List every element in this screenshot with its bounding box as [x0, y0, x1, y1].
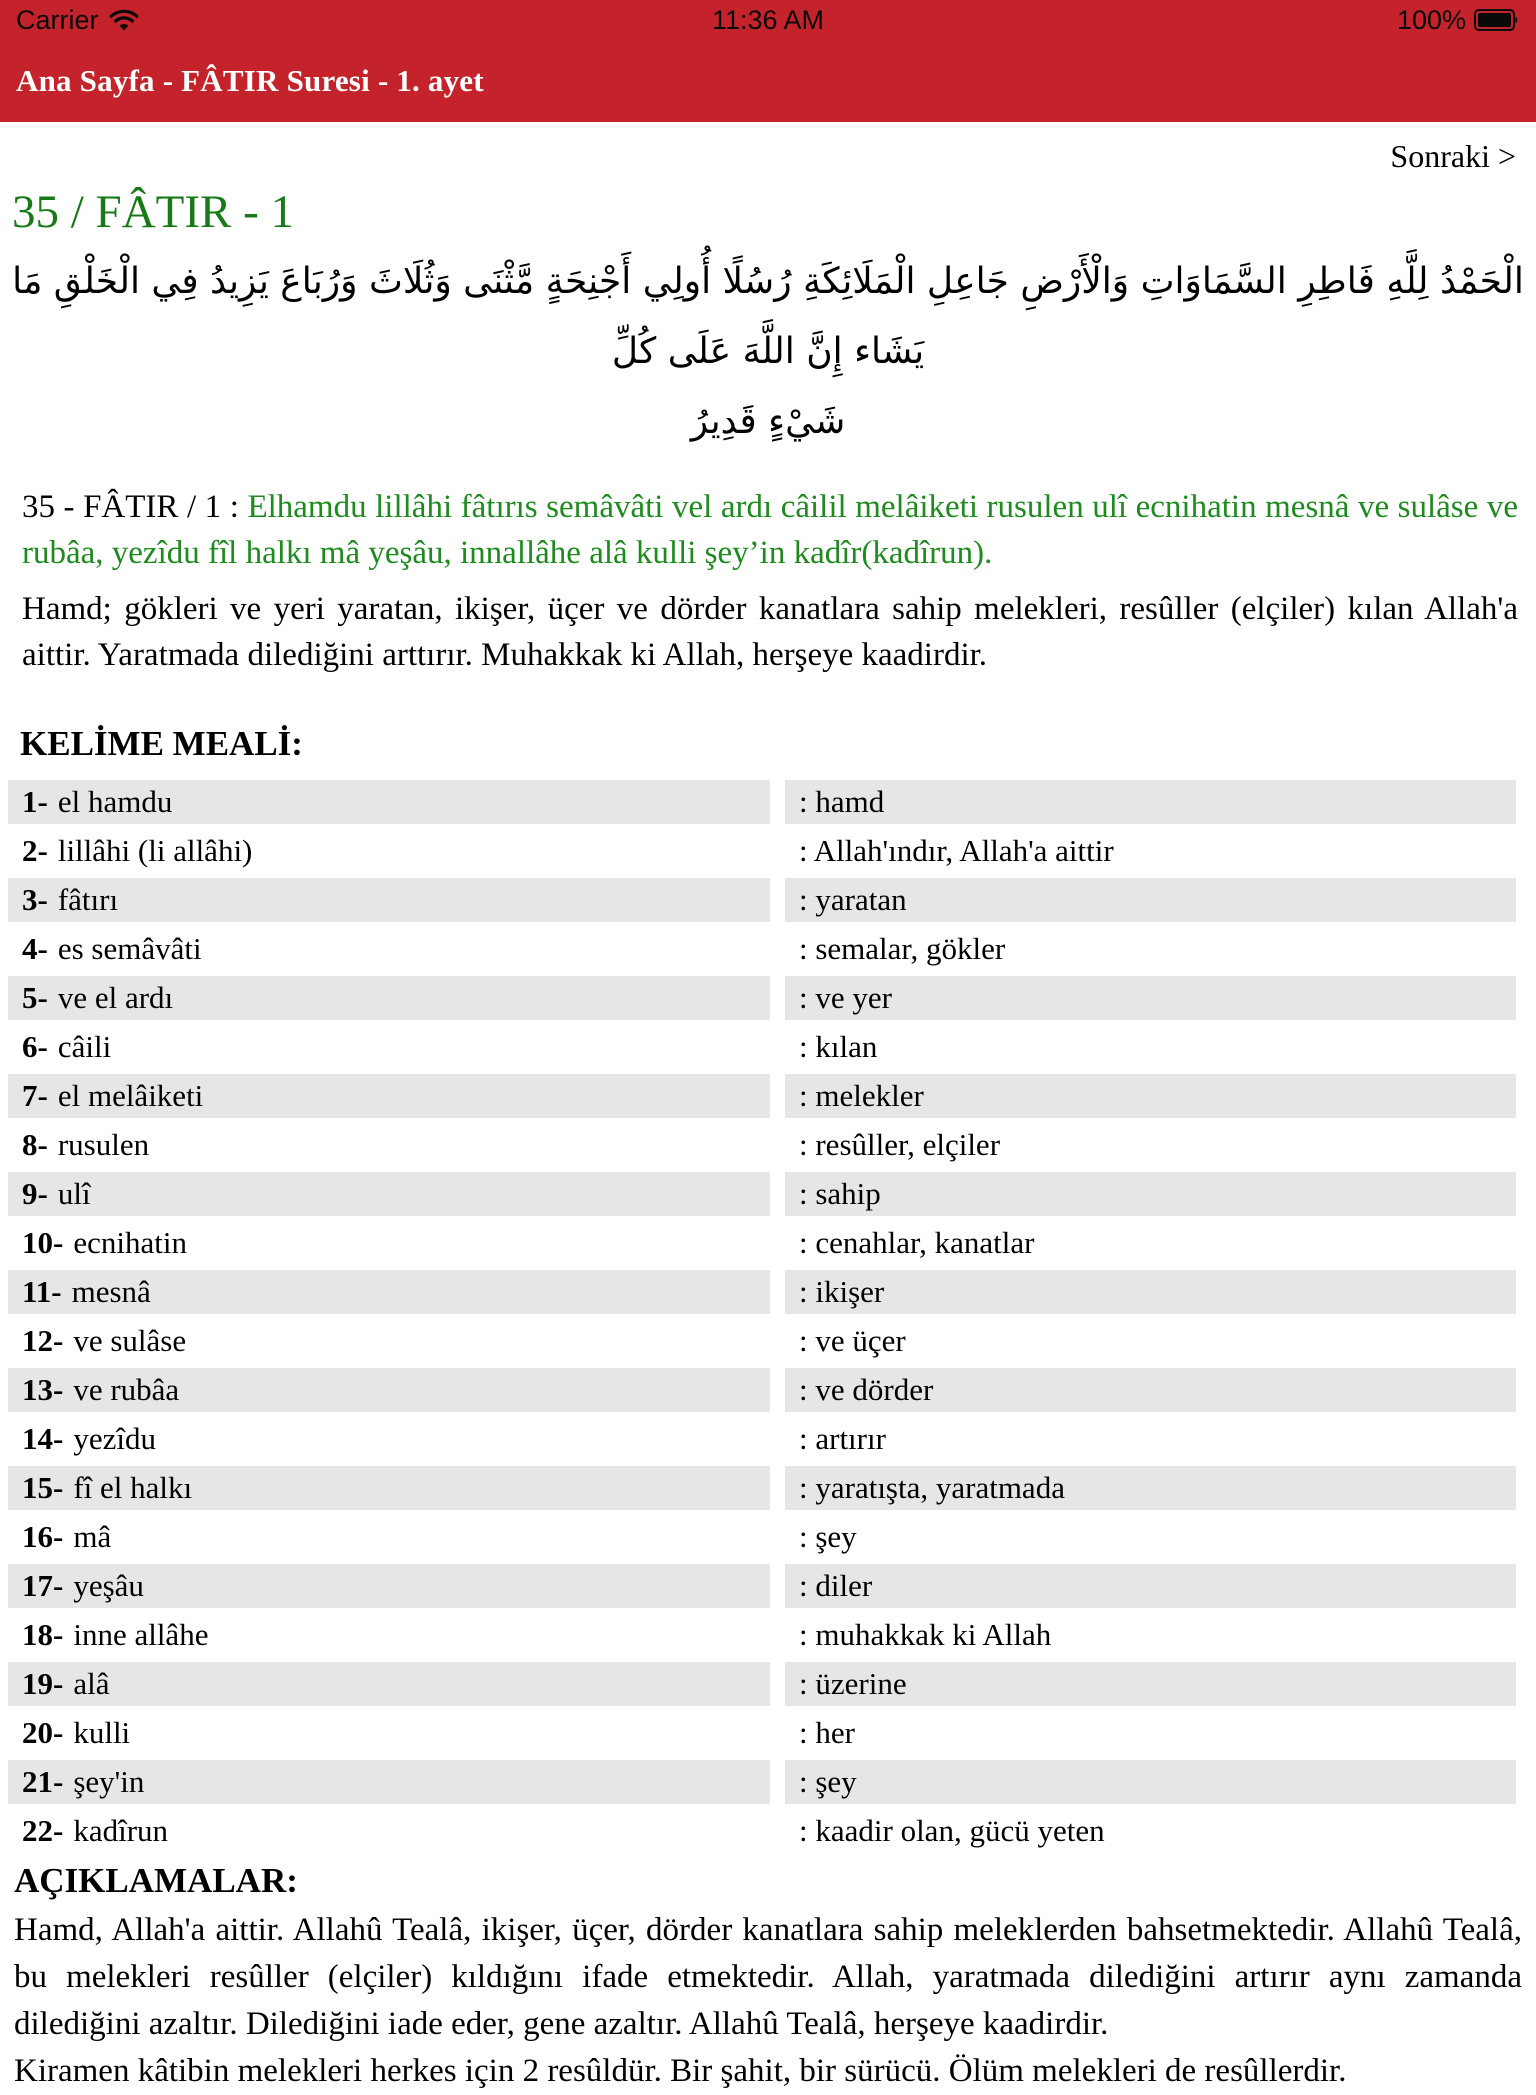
meaning-cell: : hamd [785, 780, 1516, 824]
word-cell [8, 1221, 770, 1265]
word-cell [8, 780, 770, 824]
word-number: 22- [22, 1813, 64, 1849]
word-number: 5- [22, 980, 48, 1016]
word-number: 7- [22, 1078, 48, 1114]
word-text: inne allâhe [73, 1617, 209, 1653]
meaning-cell: : diler [785, 1564, 1516, 1608]
battery-percent: 100% [1396, 4, 1466, 35]
word-number: 13- [22, 1372, 64, 1408]
word-meaning-row [8, 1417, 1516, 1461]
word-text: alâ [73, 1666, 110, 1702]
nav-row [0, 122, 1536, 175]
word-text: ulî [57, 1176, 91, 1212]
word-cell [8, 1417, 770, 1461]
word-meaning-heading: KELİME MEALİ: [20, 724, 303, 764]
word-cell [8, 1711, 770, 1755]
word-cell [8, 1809, 770, 1853]
meaning-cell: : sahip [785, 1172, 1516, 1216]
word-number: 20- [22, 1715, 64, 1751]
meaning-cell: : her [799, 1715, 855, 1751]
word-meaning-row [8, 1221, 1516, 1265]
word-meaning-row [8, 780, 1516, 824]
meaning-cell: : yaratan [785, 878, 1516, 922]
word-text: el melâiketi [57, 1078, 204, 1114]
word-cell [8, 1662, 770, 1706]
word-meaning-row [8, 1074, 1516, 1118]
word-text: şey'in [73, 1764, 145, 1800]
word-meaning-row [8, 1466, 1516, 1510]
word-text: fî el halkı [73, 1470, 193, 1506]
meaning-cell: : ve yer [785, 976, 1516, 1020]
transliteration-paragraph [22, 484, 1518, 576]
word-cell [8, 1613, 770, 1657]
arabic-verse-text [12, 247, 1524, 458]
meaning-cell: : cenahlar, kanatlar [799, 1225, 1035, 1261]
meaning-cell: : ve dörder [785, 1368, 1516, 1412]
word-cell [8, 927, 770, 971]
word-text: kulli [73, 1715, 131, 1751]
main-content [0, 122, 1536, 2095]
word-text: mâ [73, 1519, 112, 1555]
meaning-cell: : artırır [799, 1421, 886, 1457]
turkish-translation: Hamd; gökleri ve yeri yaratan, ikişer, üçer ve dörder kanatlara sahip melekleri, resûller (elçiler) kılan Allah'a aittir. Yaratmada dilediğini arttırır. Muhakkak ki Allah, herşeye kaadirdir. [22, 590, 1518, 674]
word-text: el hamdu [57, 784, 173, 820]
arabic-line-2: شَيْءٍ قَدِيرُ [690, 401, 846, 443]
word-number: 15- [22, 1470, 64, 1506]
meaning-cell: : üzerine [785, 1662, 1516, 1706]
word-number: 4- [22, 931, 48, 967]
word-number: 8- [22, 1127, 48, 1163]
word-text: ecnihatin [73, 1225, 187, 1261]
next-verse-link[interactable]: Sonraki > [1390, 138, 1516, 174]
word-number: 1- [22, 784, 48, 820]
word-meaning-table [8, 780, 1516, 1853]
word-meaning-row [8, 1270, 1516, 1314]
word-number: 21- [22, 1764, 64, 1800]
battery-full-icon [1474, 8, 1520, 32]
wifi-icon [107, 7, 141, 33]
word-cell [8, 1270, 770, 1314]
word-meaning-row [8, 1123, 1516, 1167]
word-text: mesnâ [71, 1274, 151, 1310]
app-header [0, 40, 1536, 122]
word-meaning-row [8, 1760, 1516, 1804]
meaning-cell: : muhakkak ki Allah [799, 1617, 1052, 1653]
surah-verse-heading: 35 / FÂTIR - 1 [12, 186, 294, 238]
transliteration-text: Elhamdu lillâhi fâtırıs semâvâti vel ardı câilil melâiketi rusulen ulî ecnihatin mesnâ ve sulâse ve rubâa, yezîdu fîl halkı mâ yeşâu, innallâhe alâ kulli şey’in kadîr(kadîrun). [22, 488, 1518, 571]
word-number: 16- [22, 1519, 64, 1555]
word-text: rusulen [57, 1127, 150, 1163]
meaning-cell: : resûller, elçiler [799, 1127, 1001, 1163]
word-text: kadîrun [73, 1813, 169, 1849]
word-cell [8, 1564, 770, 1608]
word-meaning-row [8, 1025, 1516, 1069]
word-number: 9- [22, 1176, 48, 1212]
arabic-line-1: الْحَمْدُ لِلَّهِ فَاطِرِ السَّمَاوَاتِ وَالْأَرْضِ جَاعِلِ الْمَلَائِكَةِ رُسُلًا أُولِي أَجْنِحَةٍ مَّثْنَى وَثُلَاثَ وَرُبَاعَ يَزِيدُ فِي الْخَلْقِ مَا يَشَاء إِنَّ اللَّهَ عَلَى كُلِّ [12, 261, 1524, 373]
word-text: ve sulâse [73, 1323, 187, 1359]
word-meaning-row [8, 1319, 1516, 1363]
meaning-cell: : şey [799, 1519, 857, 1555]
word-meaning-row [8, 1515, 1516, 1559]
word-meaning-row [8, 927, 1516, 971]
word-cell [8, 976, 770, 1020]
word-number: 18- [22, 1617, 64, 1653]
meaning-cell: : Allah'ındır, Allah'a aittir [799, 833, 1114, 869]
word-number: 14- [22, 1421, 64, 1457]
word-number: 2- [22, 833, 48, 869]
word-cell [8, 1466, 770, 1510]
word-meaning-row [8, 1809, 1516, 1853]
word-number: 6- [22, 1029, 48, 1065]
explanation-paragraph: Hamd, Allah'a aittir. Allahû Tealâ, ikişer, üçer, dörder kanatlara sahip meleklerden bahsetmektedir. Allahû Tealâ, bu melekleri resûller (elçiler) kıldığını ifade etmektedir. Allah, yaratmada dilediğini artırır aynı zamanda dilediğini azaltır. Dilediğini iade eder, gene azaltır. Allahû Tealâ, herşeye kaadirdir. [14, 1912, 1522, 2043]
meaning-cell: : yaratışta, yaratmada [785, 1466, 1516, 1510]
word-number: 11- [22, 1274, 62, 1310]
meaning-cell: : şey [785, 1760, 1516, 1804]
word-meaning-row [8, 1564, 1516, 1608]
explanations-heading: AÇIKLAMALAR: [14, 1861, 298, 1901]
explanation-paragraph: Kiramen kâtibin melekleri herkes için 2 resûldür. Bir şahit, bir sürücü. Ölüm melekleri de resûllerdir. [14, 2052, 1347, 2089]
word-text: es semâvâti [57, 931, 202, 967]
meaning-cell: : ve üçer [799, 1323, 906, 1359]
word-cell [8, 1368, 770, 1412]
meaning-cell: : ikişer [785, 1270, 1516, 1314]
word-text: ve el ardı [57, 980, 174, 1016]
word-cell [8, 829, 770, 873]
word-cell [8, 1025, 770, 1069]
status-bar [0, 0, 1536, 40]
word-meaning-row [8, 829, 1516, 873]
word-cell [8, 1760, 770, 1804]
word-text: fâtırı [57, 882, 119, 918]
word-cell [8, 1319, 770, 1363]
word-text: ve rubâa [73, 1372, 180, 1408]
word-text: câili [57, 1029, 112, 1065]
word-text: lillâhi (li allâhi) [57, 833, 253, 869]
word-meaning-row [8, 1711, 1516, 1755]
word-number: 19- [22, 1666, 64, 1702]
word-number: 3- [22, 882, 48, 918]
status-time: 11:36 AM [711, 4, 825, 35]
meaning-cell: : kılan [799, 1029, 878, 1065]
meaning-cell: : melekler [785, 1074, 1516, 1118]
word-number: 12- [22, 1323, 64, 1359]
word-number: 17- [22, 1568, 64, 1604]
word-meaning-row [8, 878, 1516, 922]
word-meaning-row [8, 1368, 1516, 1412]
word-meaning-row [8, 976, 1516, 1020]
word-text: yezîdu [73, 1421, 156, 1457]
word-meaning-row [8, 1172, 1516, 1216]
verse-reference: 35 - FÂTIR / 1 : [22, 488, 239, 525]
word-meaning-row [8, 1613, 1516, 1657]
page-title: Ana Sayfa - FÂTIR Suresi - 1. ayet [16, 63, 484, 98]
word-meaning-row [8, 1662, 1516, 1706]
word-cell [8, 1172, 770, 1216]
meaning-cell: : kaadir olan, gücü yeten [799, 1813, 1105, 1849]
word-cell [8, 1123, 770, 1167]
word-cell [8, 1074, 770, 1118]
word-cell [8, 878, 770, 922]
word-text: yeşâu [73, 1568, 144, 1604]
word-cell [8, 1515, 770, 1559]
carrier-label: Carrier [16, 4, 99, 35]
word-number: 10- [22, 1225, 64, 1261]
meaning-cell: : semalar, gökler [799, 931, 1006, 967]
